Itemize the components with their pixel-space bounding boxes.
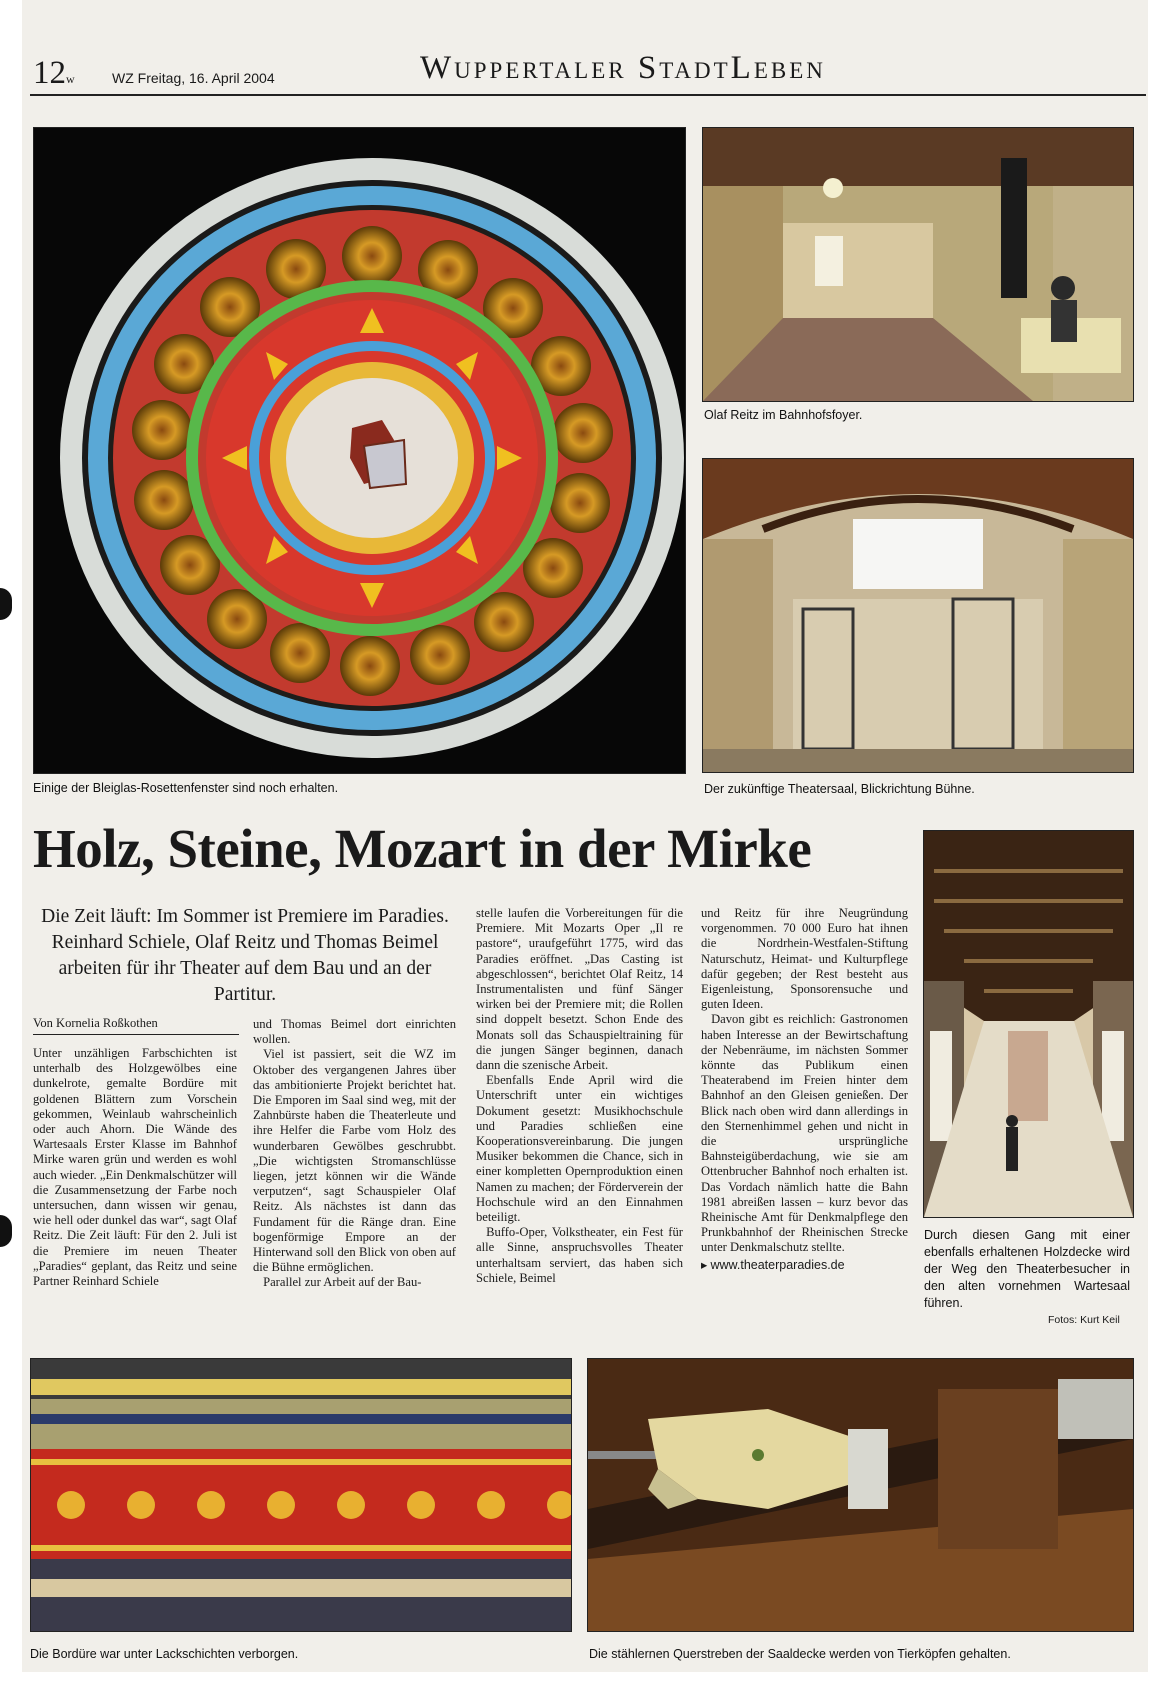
header-rule	[30, 94, 1146, 96]
corridor-photo	[923, 830, 1134, 1218]
article-column-3	[476, 906, 683, 1286]
paragraph: und Reitz für ihre Neugründung vorgenommen. 70 000 Euro hat ihnen die Nordrhein-Westfalen-Stiftung Naturschutz, Heimat- und Kulturpflege dafür gegeben; der Rest besteht aus Eigenleistung, Sponsorensuche und guten Ideen.	[701, 906, 908, 1012]
theater-hall-caption: Der zukünftige Theatersaal, Blickrichtung Bühne.	[704, 782, 975, 796]
scan-margin-right	[1148, 0, 1173, 1698]
article-column-2	[253, 1017, 456, 1291]
page-number-suffix: w	[66, 72, 75, 86]
page-number: 12w	[33, 55, 75, 91]
border-photo	[30, 1358, 572, 1632]
paragraph: stelle laufen die Vorbereitungen für die Premiere. Mit Mozarts Oper „Il re pastore“, uraufgeführt 1775, wird das Paradies eröffnet. „Das Casting ist abgeschlossen“, berichtet Olaf Reitz, 14 Instrumentalisten und fünf Sänger wirken bei der Premiere mit; die Rollen sind doppelt besetzt. Schon Ende des Monats soll das Schauspieltraining für die jungen Sänger beginnen, danach dann die szenische Arbeit.	[476, 906, 683, 1073]
article-column-1	[33, 1046, 237, 1289]
beam-photo	[587, 1358, 1134, 1632]
article-byline: Von Kornelia Roßkothen	[33, 1016, 239, 1035]
scan-margin-left	[0, 0, 22, 1698]
article-headline: Holz, Steine, Mozart in der Mirke	[33, 818, 812, 879]
corridor-caption: Durch diesen Gang mit einer ebenfalls erhaltenen Holzdecke wird der Weg den Theaterbesucher in den alten vornehmen Wartesaal führen.	[924, 1228, 1130, 1310]
photo-credit: Fotos: Kurt Keil	[1048, 1314, 1120, 1326]
arrow-right-icon: ▸	[701, 1257, 711, 1272]
rose-window-photo	[33, 127, 686, 774]
rose-window-caption: Einige der Bleiglas-Rosettenfenster sind noch erhalten.	[33, 781, 339, 795]
border-image	[31, 1359, 571, 1631]
rose-window-image	[34, 128, 685, 773]
weblink-line	[701, 1258, 908, 1273]
paragraph: und Thomas Beimel dort einrichten wollen.	[253, 1017, 456, 1047]
border-caption: Die Bordüre war unter Lackschichten verborgen.	[30, 1647, 299, 1661]
beam-caption: Die stählernen Querstreben der Saaldecke werden von Tierköpfen gehalten.	[589, 1647, 1011, 1661]
paragraph: Viel ist passiert, seit die WZ im Oktober des vergangenen Jahres über das ambitionierte Projekt berichtet hat. Die Emporen im Saal sind weg, mit der Zahnbürste haben die Theaterleute und ihre Helfer die Farbe vom Holz des wunderbaren Gewölbes geschrubbt. „Die wichtigsten Stromanschlüsse liegen, jetzt können wir die Wände verputzen“, sagt Schauspieler Olaf Reitz. Als nächstes ist dann das Fundament für die Ränge dran. Eine bogenförmige Empore an der Hinterwand soll den Blick von oben auf die Bühne ermöglichen.	[253, 1047, 456, 1275]
dateline: WZ Freitag, 16. April 2004	[112, 70, 275, 86]
beam-image	[588, 1359, 1133, 1631]
paragraph: Ebenfalls Ende April wird die Unterschrift unter ein wichtiges Dokument gesetzt: Musikhochschule und Paradies schließen eine Kooperationsvereinbarung. Die jungen Musiker bekommen die Chance, sich in einer kompletten Opernproduktion einen Namen zu machen; der Förderverein der Hochschule wird an den Einnahmen beteiligt.	[476, 1073, 683, 1225]
paragraph: Parallel zur Arbeit auf der Bau-	[263, 1275, 422, 1290]
paragraph: Buffo-Oper, Volkstheater, ein Fest für alle Sinne, anspruchsvolles Theater unterhaltsam serviert, das haben sich Schiele, Beimel	[476, 1225, 683, 1285]
article-column-4	[701, 906, 908, 1273]
scan-margin-bottom	[0, 1672, 1173, 1698]
website-link[interactable]: www.theaterparadies.de	[710, 1257, 845, 1272]
article-dek: Die Zeit läuft: Im Sommer ist Premiere im Paradies. Reinhard Schiele, Olaf Reitz und Thomas Beimel arbeiten für ihr Theater auf dem Bau und an der Partitur.	[41, 906, 449, 1005]
foyer-photo	[702, 127, 1134, 402]
corridor-image	[924, 831, 1133, 1217]
foyer-caption: Olaf Reitz im Bahnhofsfoyer.	[704, 408, 863, 422]
theater-hall-photo	[702, 458, 1134, 773]
theater-hall-image	[703, 459, 1133, 772]
section-title: Wuppertaler StadtLeben	[420, 50, 826, 86]
foyer-image	[703, 128, 1133, 401]
paragraph: Unter unzähligen Farbschichten ist unterhalb des Holzgewölbes eine dunkelrote, gemalte Bordüre mit goldenen Blättern zum Vorschein gekommen, Weinlaub wahrscheinlich oder auch Ahorn. Die Wände des Wartesaals Erster Klasse im Bahnhof Mirke waren grün und werden es wohl auch wieder. „Ein Denkmalschützer will die Zusammensetzung der Farbe noch untersuchen, dann wissen wir genau, wie hell oder dunkel das war“, sagt Olaf Reitz. Die Zeit läuft: Für den 2. Juli ist die Premiere im neuen Theater „Paradies“ geplant, das Reitz und seine Partner Reinhard Schiele	[33, 1046, 237, 1289]
paragraph: Davon gibt es reichlich: Gastronomen haben Interesse an der Bewirtschaftung der Nebenräume, im nächsten Sommer könnte das Publikum einen Theaterabend im Freien hinter dem Bahnhof an den Gleisen genießen. Der Blick nach oben wird dann allerdings in den Sternenhimmel gehen und nicht in die ursprüngliche Bahnsteigüberdachung, wie sie am Ottenbrucher Bahnhof noch erhalten ist. Das Vordach nämlich hatte die Bahn 1981 abreißen lassen – kurz bevor das Rheinische Amt für Denkmalpflege den Prunkbahnhof der Rheinischen Strecke unter Denkmalschutz stellte.	[701, 1012, 908, 1255]
